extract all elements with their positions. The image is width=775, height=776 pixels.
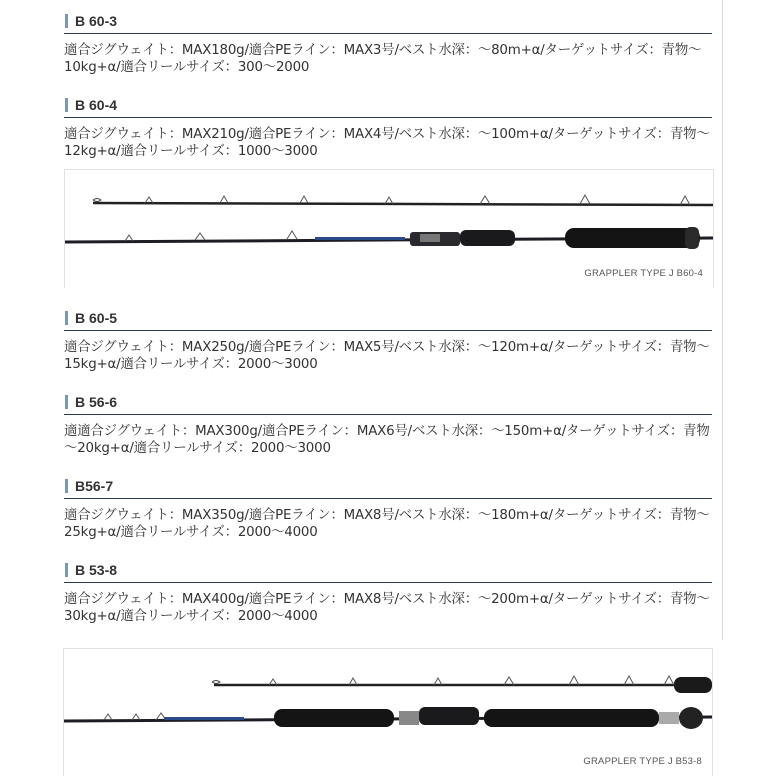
model-spec: 適合ジグウェイト：MAX350g/適合PEライン：MAX8号/ベスト水深：～180m+α/ターゲットサイズ：青物～25kg+α/適合リールサイズ：2000～4000 — [64, 508, 710, 540]
model-heading — [64, 558, 712, 583]
image-caption: GRAPPLER TYPE J B53-8 — [583, 756, 702, 767]
spec-list — [64, 9, 712, 642]
model-heading — [64, 474, 712, 499]
model-spec: 適合ジグウェイト：MAX250g/適合PEライン：MAX5号/ベスト水深：～120m+α/ターゲットサイズ：青物～15kg+α/適合リールサイズ：2000～3000 — [64, 340, 710, 372]
model-spec: 適適合ジグウェイト：MAX300g/適合PEライン：MAX6号/ベスト水深：～150m+α/ターゲットサイズ：青物～20kg+α/適合リールサイズ：2000～3000 — [64, 424, 710, 456]
spec-section-b60-3 — [64, 9, 712, 76]
model-spec: 適合ジグウェイト：MAX400g/適合PEライン：MAX8号/ベスト水深：～200m+α/ターゲットサイズ：青物～30kg+α/適合リールサイズ：2000～4000 — [64, 592, 710, 624]
heading-accent-bar — [65, 479, 68, 493]
spec-section-b53-8 — [64, 558, 712, 625]
heading-accent-bar — [65, 98, 68, 112]
model-spec: 適合ジグウェイト：MAX180g/適合PEライン：MAX3号/ベスト水深：～80m+α/ターゲットサイズ：青物～10kg+α/適合リールサイズ：300～2000 — [64, 43, 702, 75]
model-name: B 60-3 — [75, 13, 118, 29]
spec-section-b60-4 — [64, 93, 712, 160]
model-name: B 60-4 — [75, 97, 118, 113]
model-name: B 60-5 — [75, 310, 118, 326]
rod-image-b53-8 — [63, 648, 713, 776]
heading-accent-bar — [65, 563, 68, 577]
image-caption: GRAPPLER TYPE J B60-4 — [584, 268, 703, 279]
spec-section-b60-5 — [64, 306, 712, 373]
model-spec: 適合ジグウェイト：MAX210g/適合PEライン：MAX4号/ベスト水深：～100m+α/ターゲットサイズ：青物～12kg+α/適合リールサイズ：1000～3000 — [64, 127, 710, 159]
model-heading — [64, 306, 712, 331]
model-heading — [64, 9, 712, 34]
model-heading — [64, 390, 712, 415]
spec-section-b56-6 — [64, 390, 712, 457]
rod-image-b60-4 — [64, 169, 714, 288]
heading-accent-bar — [65, 395, 68, 409]
model-name: B 53-8 — [75, 562, 118, 578]
model-heading — [64, 93, 712, 118]
heading-accent-bar — [65, 14, 68, 28]
spec-section-b56-7 — [64, 474, 712, 541]
model-name: B56-7 — [75, 478, 114, 494]
heading-accent-bar — [65, 311, 68, 325]
model-name: B 56-6 — [75, 394, 118, 410]
